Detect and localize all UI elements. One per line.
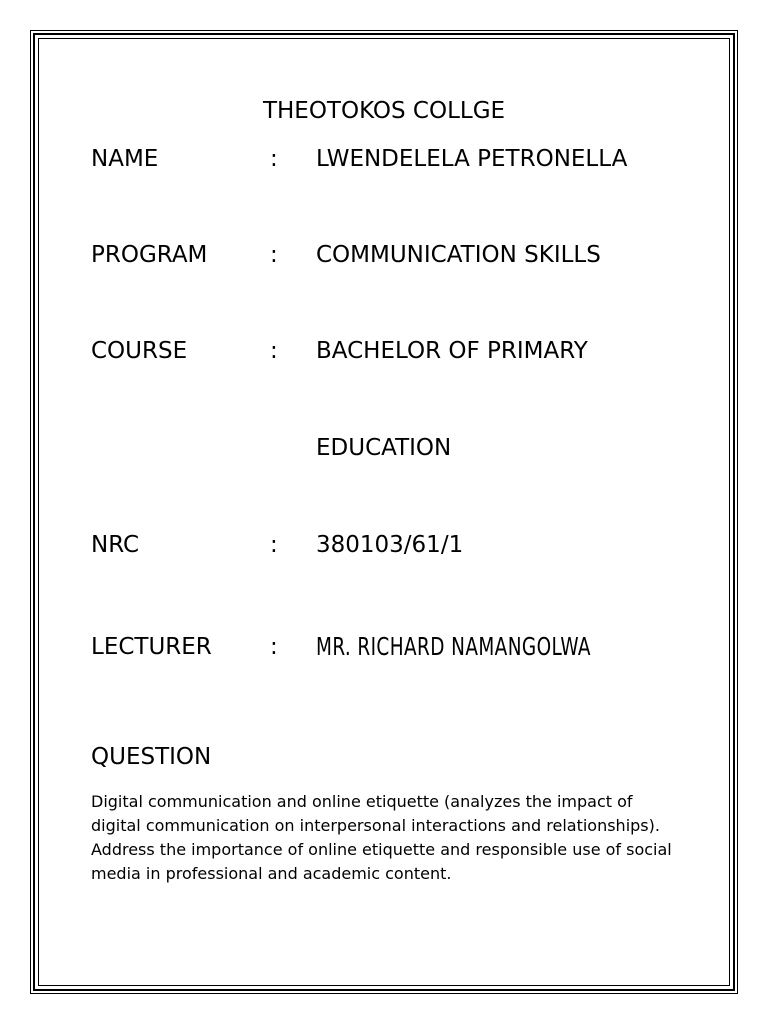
name-row	[0, 142, 768, 176]
nrc-separator: :	[270, 532, 278, 558]
name-separator: :	[270, 146, 278, 172]
question-text: Digital communication and online etiquette (analyzes the impact of digital communication on interpersonal interactions and relationships). Address the importance of online etiquette and responsible use of social media in professional and academic content.	[91, 792, 672, 883]
nrc-label: NRC	[91, 532, 140, 558]
course-label: COURSE	[91, 338, 188, 364]
course-value-line1: BACHELOR OF PRIMARY	[316, 338, 588, 364]
name-value: LWENDELELA PETRONELLA	[316, 146, 628, 172]
name-label: NAME	[91, 146, 159, 172]
question-heading: QUESTION	[91, 744, 212, 770]
lecturer-separator: :	[270, 634, 278, 660]
program-separator: :	[270, 242, 278, 268]
nrc-row	[0, 528, 768, 562]
lecturer-value: MR. RICHARD NAMANGOLWA	[316, 632, 591, 661]
course-row	[0, 334, 768, 368]
program-row	[0, 238, 768, 272]
program-value: COMMUNICATION SKILLS	[316, 242, 601, 268]
lecturer-label: LECTURER	[91, 634, 212, 660]
course-value-line2: EDUCATION	[316, 435, 452, 461]
course-separator: :	[270, 338, 278, 364]
program-label: PROGRAM	[91, 242, 208, 268]
college-title: THEOTOKOS COLLGE	[262, 98, 506, 124]
course-continuation-row	[0, 431, 768, 465]
lecturer-row	[0, 630, 768, 664]
nrc-value: 380103/61/1	[316, 532, 464, 558]
